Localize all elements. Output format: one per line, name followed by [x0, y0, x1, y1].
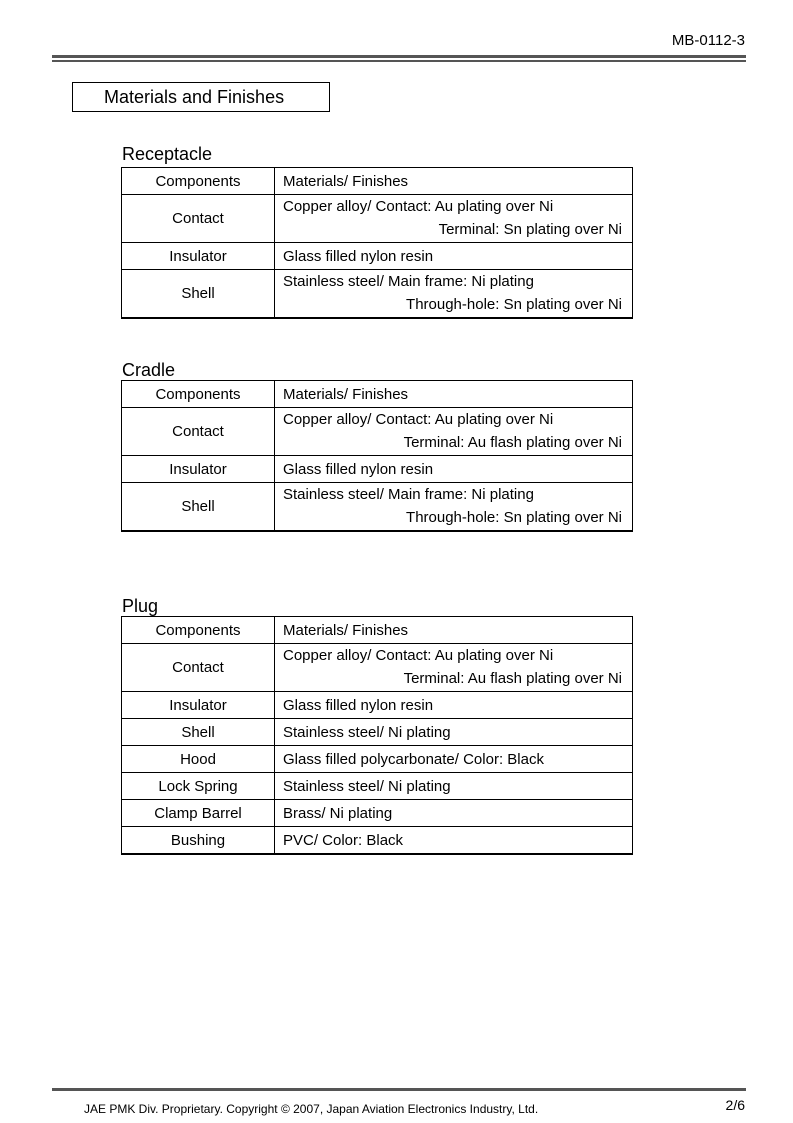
table-header-row	[122, 617, 633, 644]
component-cell: Shell	[122, 483, 275, 532]
page-title-box	[72, 82, 330, 112]
header-rule	[52, 55, 746, 58]
component-cell: Clamp Barrel	[122, 800, 275, 827]
table-row	[122, 773, 633, 800]
material-line: Copper alloy/ Contact: Au plating over Ni	[283, 410, 554, 428]
material-cell	[275, 408, 633, 456]
footer-rule	[52, 1088, 746, 1091]
plug-table	[121, 616, 633, 855]
material-line: Stainless steel/ Main frame: Ni plating	[283, 272, 534, 290]
table-row	[122, 644, 633, 692]
table-row	[122, 827, 633, 855]
component-cell: Shell	[122, 719, 275, 746]
material-cell: Glass filled nylon resin	[275, 243, 633, 270]
material-line: Copper alloy/ Contact: Au plating over Ni	[283, 646, 554, 664]
component-cell: Hood	[122, 746, 275, 773]
component-cell: Insulator	[122, 243, 275, 270]
header-components: Components	[122, 168, 275, 195]
material-line: Copper alloy/ Contact: Au plating over Ni	[283, 197, 554, 215]
material-subline: Terminal: Au flash plating over Ni	[403, 669, 622, 687]
material-cell: Glass filled nylon resin	[275, 692, 633, 719]
table-row	[122, 800, 633, 827]
material-cell	[275, 483, 633, 532]
material-cell: PVC/ Color: Black	[275, 827, 633, 855]
material-subline: Terminal: Au flash plating over Ni	[403, 433, 622, 451]
header-rule-secondary	[52, 60, 746, 62]
table-row	[122, 719, 633, 746]
component-cell: Lock Spring	[122, 773, 275, 800]
footer-copyright: JAE PMK Div. Proprietary. Copyright © 2007, Japan Aviation Electronics Industry, Ltd.	[84, 1102, 539, 1116]
component-cell: Shell	[122, 270, 275, 319]
header-components: Components	[122, 617, 275, 644]
material-cell	[275, 195, 633, 243]
header-components: Components	[122, 381, 275, 408]
header-materials: Materials/ Finishes	[275, 168, 633, 195]
header-materials: Materials/ Finishes	[275, 381, 633, 408]
table-header-row	[122, 381, 633, 408]
component-cell: Insulator	[122, 692, 275, 719]
component-cell: Contact	[122, 195, 275, 243]
section-title-cradle: Cradle	[122, 360, 176, 380]
component-cell: Bushing	[122, 827, 275, 855]
material-cell	[275, 644, 633, 692]
table-row	[122, 483, 633, 532]
header-materials: Materials/ Finishes	[275, 617, 633, 644]
material-line: Stainless steel/ Main frame: Ni plating	[283, 485, 534, 503]
section-title-plug: Plug	[122, 596, 159, 616]
table-header-row	[122, 168, 633, 195]
cradle-table	[121, 380, 633, 532]
material-cell: Glass filled polycarbonate/ Color: Black	[275, 746, 633, 773]
table-row	[122, 243, 633, 270]
table-row	[122, 270, 633, 319]
page-title: Materials and Finishes	[104, 87, 285, 107]
component-cell: Contact	[122, 644, 275, 692]
material-subline: Through-hole: Sn plating over Ni	[406, 295, 622, 313]
page-number: 2/6	[725, 1097, 745, 1113]
table-row	[122, 408, 633, 456]
section-title-receptacle: Receptacle	[122, 144, 213, 164]
component-cell: Contact	[122, 408, 275, 456]
document-id: MB-0112-3	[671, 32, 745, 49]
receptacle-table	[121, 167, 633, 319]
table-row	[122, 746, 633, 773]
component-cell: Insulator	[122, 456, 275, 483]
table-row	[122, 692, 633, 719]
material-cell: Stainless steel/ Ni plating	[275, 719, 633, 746]
material-cell	[275, 270, 633, 319]
material-cell: Brass/ Ni plating	[275, 800, 633, 827]
material-cell: Glass filled nylon resin	[275, 456, 633, 483]
table-row	[122, 456, 633, 483]
table-row	[122, 195, 633, 243]
material-subline: Through-hole: Sn plating over Ni	[406, 508, 622, 526]
material-subline: Terminal: Sn plating over Ni	[438, 220, 622, 238]
material-cell: Stainless steel/ Ni plating	[275, 773, 633, 800]
